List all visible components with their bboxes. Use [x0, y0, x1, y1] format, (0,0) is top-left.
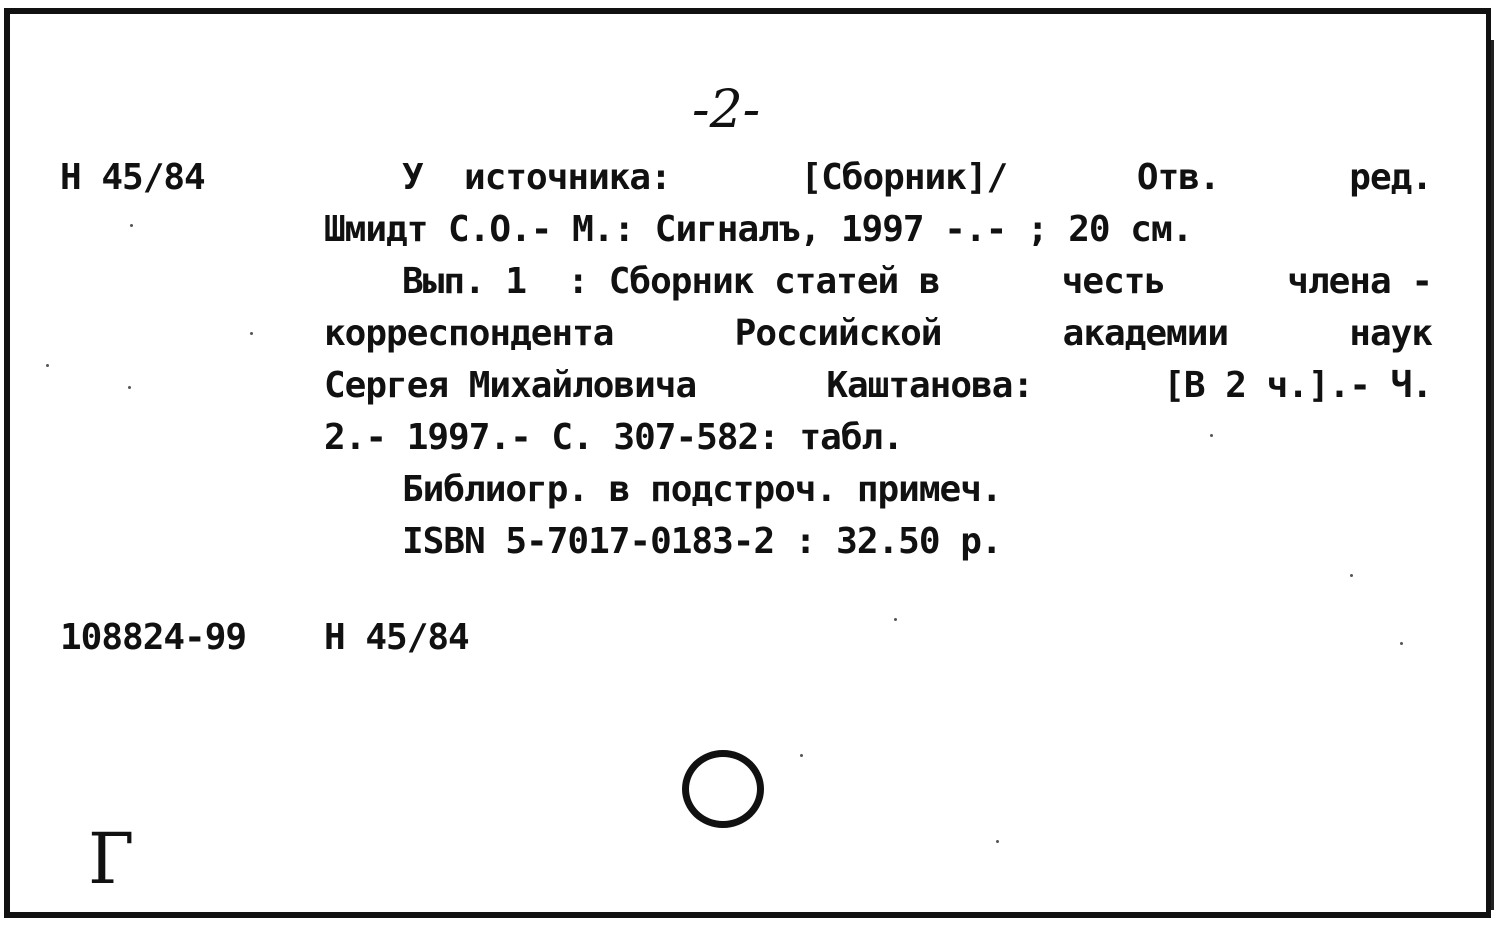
corner-mark: Г	[88, 818, 135, 900]
dust-speck	[894, 618, 897, 621]
bibliography-note: Библиогр. в подстроч. примеч.	[402, 469, 1002, 510]
inventory-number: 108824-99	[60, 617, 247, 658]
description-line-1-part-4: ред.	[1349, 157, 1432, 198]
description-line-4-part-4: наук	[1349, 313, 1432, 354]
catalog-card	[4, 8, 1491, 918]
description-line-2: Шмидт С.О.- М.: Сигналъ, 1997 -.- ; 20 см.	[324, 209, 1193, 250]
description-line-3	[402, 261, 1432, 302]
description-line-1-part-2: [Сборник]/	[800, 157, 1008, 198]
description-line-5-part-3: [В 2 ч.].- Ч.	[1163, 365, 1432, 406]
dust-speck	[800, 754, 803, 757]
dust-speck	[996, 840, 999, 843]
description-line-1-part-3: Отв.	[1136, 157, 1220, 198]
footer-shelfmark: Н 45/84	[324, 617, 469, 658]
description-line-1	[402, 157, 1432, 198]
dust-speck	[1400, 642, 1403, 645]
description-line-4-part-1: корреспондента	[324, 313, 614, 354]
description-line-1-part-1: У источника:	[402, 157, 671, 198]
dust-speck	[128, 386, 131, 389]
dust-speck	[46, 364, 49, 367]
shelfmark: Н 45/84	[60, 157, 205, 198]
description-line-4	[324, 313, 1432, 354]
dust-speck	[130, 224, 133, 227]
description-line-5-part-1: Сергея Михайловича	[324, 365, 697, 406]
punch-hole	[682, 750, 764, 828]
description-line-5	[324, 365, 1432, 406]
description-line-4-part-3: академии	[1062, 313, 1229, 354]
dust-speck	[1210, 434, 1213, 437]
description-line-4-part-2: Российской	[734, 313, 942, 354]
description-line-3-part-2: честь	[1061, 261, 1166, 302]
description-line-3-part-3: члена -	[1287, 261, 1432, 302]
page-number-mark: -2-	[692, 80, 761, 140]
dust-speck	[250, 332, 253, 335]
description-line-6: 2.- 1997.- С. 307-582: табл.	[324, 417, 903, 458]
dust-speck	[1350, 574, 1353, 577]
description-line-5-part-2: Каштанова:	[826, 365, 1034, 406]
isbn-price: ISBN 5-7017-0183-2 : 32.50 р.	[402, 521, 1002, 562]
description-line-3-part-1: Вып. 1 : Сборник статей в	[402, 261, 940, 302]
